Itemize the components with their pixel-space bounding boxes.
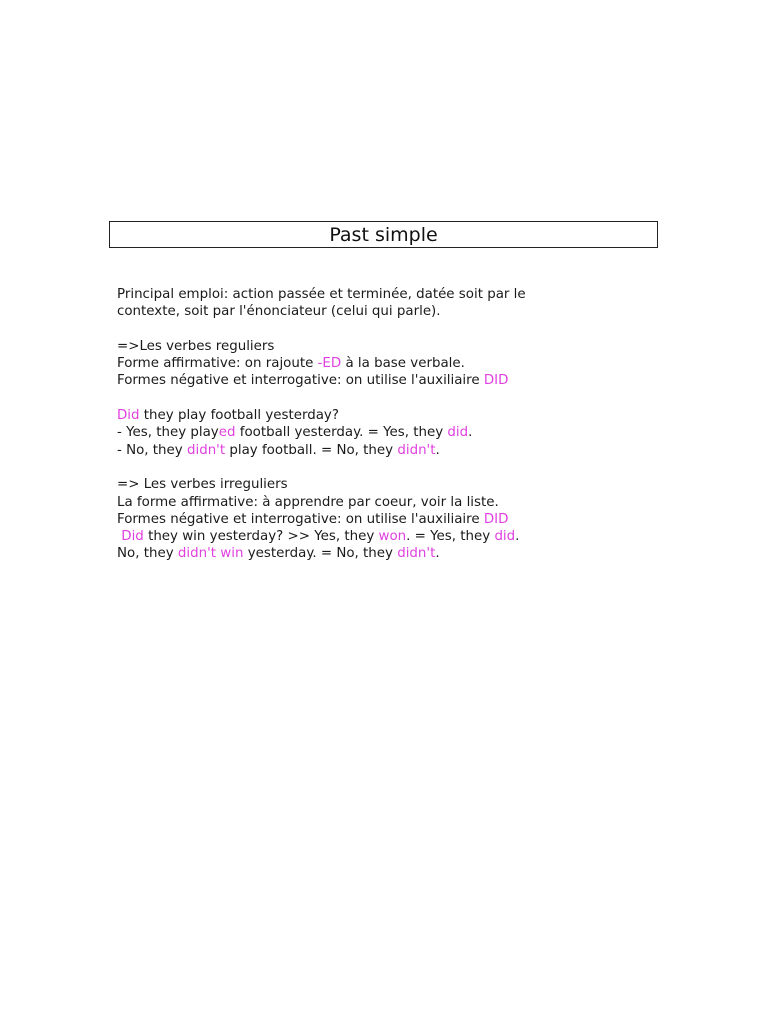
regular-yes-line xyxy=(117,424,677,441)
highlight-did: DID xyxy=(483,511,509,527)
irregular-affirmative-line: La forme affirmative: à apprendre par coeur, voir la liste. xyxy=(117,494,499,510)
highlight-ed: ed xyxy=(218,425,236,441)
highlight-did: Did xyxy=(117,408,140,424)
highlight-ed: -ED xyxy=(317,356,342,372)
page-title: Past simple xyxy=(329,223,438,246)
regular-no-line xyxy=(117,442,677,459)
text-run: à la base verbale. xyxy=(341,356,465,372)
text-run: - No, they xyxy=(117,442,187,458)
highlight-didnt: didn't xyxy=(186,442,226,458)
regular-question-line xyxy=(117,407,677,424)
text-run: - Yes, they play xyxy=(117,425,219,441)
text-run: they play football yesterday? xyxy=(139,408,339,424)
text-run: . = Yes, they xyxy=(406,529,495,545)
text-run: . xyxy=(435,442,440,458)
highlight-didnt: didn't xyxy=(397,546,436,562)
highlight-didnt: didn't xyxy=(397,442,436,458)
text-run: football yesterday. = Yes, they xyxy=(235,425,448,441)
document-body xyxy=(117,286,677,563)
irregular-no-line xyxy=(117,545,677,562)
text-run: they win yesterday? >> Yes, they xyxy=(143,529,379,545)
irregular-question-line xyxy=(117,528,677,545)
text-run: . xyxy=(515,529,520,545)
irregular-negative-line xyxy=(117,511,677,528)
text-run: Forme affirmative: on rajoute xyxy=(117,356,318,372)
intro-line-1: Principal emploi: action passée et terminée, datée soit par le xyxy=(117,287,526,302)
text-run: No, they xyxy=(117,546,178,562)
title-box xyxy=(109,221,658,248)
text-run: play football. = No, they xyxy=(225,442,398,458)
highlight-did: did xyxy=(447,425,469,441)
text-run: . xyxy=(468,425,473,441)
highlight-did: did xyxy=(494,529,516,545)
spacer xyxy=(117,390,677,407)
spacer xyxy=(117,321,677,338)
highlight-didnt-win: didn't win xyxy=(177,546,244,562)
text-run: yesterday. = No, they xyxy=(243,546,398,562)
regular-heading: =>Les verbes reguliers xyxy=(117,338,275,354)
regular-negative-line xyxy=(117,372,677,389)
irregular-heading: => Les verbes irreguliers xyxy=(117,477,288,493)
spacer xyxy=(117,459,677,476)
text-run: Formes négative et interrogative: on utilise l'auxiliaire xyxy=(117,511,484,527)
intro-line-2: contexte, soit par l'énonciateur (celui qui parle). xyxy=(117,304,441,320)
text-run: Formes négative et interrogative: on utilise l'auxiliaire xyxy=(117,373,484,389)
highlight-won: won xyxy=(378,529,407,545)
highlight-did: DID xyxy=(483,373,509,389)
text-run: . xyxy=(435,546,440,562)
highlight-did: Did xyxy=(121,529,144,545)
regular-affirmative-line xyxy=(117,355,677,372)
